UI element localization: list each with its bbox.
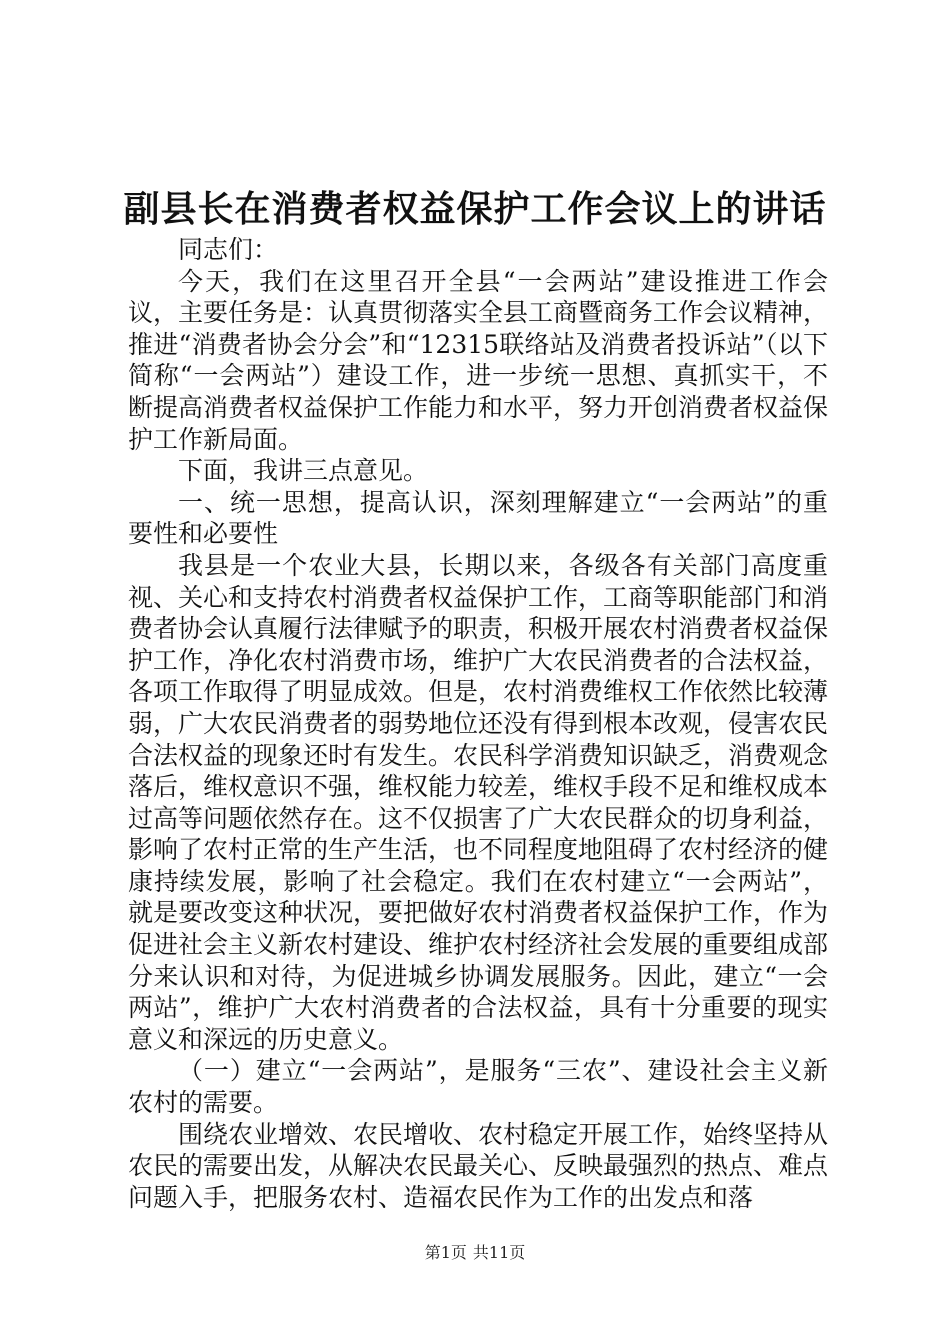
paragraph: 围绕农业增效、农民增收、农村稳定开展工作，始终坚持从农民的需要出发，从解决农民最关心、反映最强烈的热点、难点问题入手，把服务农村、造福农民作为工作的出发点和落 xyxy=(128,1119,829,1212)
page-footer xyxy=(0,1243,950,1263)
document-title: 副县长在消费者权益保护工作会议上的讲话 xyxy=(123,188,827,230)
page-number: 第1页 xyxy=(424,1243,467,1262)
paragraph-greeting: 同志们： xyxy=(178,235,279,264)
section-heading: 一、统一思想，提高认识，深刻理解建立“一会两站”的重要性和必要性 xyxy=(128,487,828,549)
paragraph: 下面，我讲三点意见。 xyxy=(178,456,429,486)
subsection-heading: （一）建立“一会两站”，是服务“三农”、建设社会主义新农村的需要。 xyxy=(128,1056,828,1118)
paragraph: 我县是一个农业大县，长期以来，各级各有关部门高度重视、关心和支持农村消费者权益保护工作，工商等职能部门和消费者协会认真履行法律赋予的职责，积极开展农村消费者权益保护工作，净化农村消费市场，维护广大农民消费者的合法权益，各项工作取得了明显成效。但是，农村消费维权工作依然比较薄弱，广大农民消费者的弱势地位还没有得到根本改观，侵害农民合法权益的现象还时有发生。农民科学消费知识缺乏，消费观念落后，维权意识不强，维权能力较差，维权手段不足和维权成本过高等问题依然存在。这不仅损害了广大农民群众的切身利益，影响了农村正常的生产生活，也不同程度地阻碍了农村经济的健康持续发展，影响了社会稳定。我们在农村建立“一会两站”，就是要改变这种状况，要把做好农村消费者权益保护工作，作为促进社会主义新农村建设、维护农村经济社会发展的重要组成部分来认识和对待，为促进城乡协调发展服务。因此，建立“一会两站”，维护广大农村消费者的合法权益，具有十分重要的现实意义和深远的历史意义。 xyxy=(128,550,829,1054)
paragraph: 今天，我们在这里召开全县“一会两站”建设推进工作会议，主要任务是：认真贯彻落实全县工商暨商务工作会议精神，推进“消费者协会分会”和“12315联络站及消费者投诉站”（以下简称“一会两站”）建设工作，进一步统一思想、真抓实干，不断提高消费者权益保护工作能力和水平，努力开创消费者权益保护工作新局面。 xyxy=(128,266,829,454)
document-body xyxy=(128,234,828,1213)
page-total: 共11页 xyxy=(472,1243,526,1262)
